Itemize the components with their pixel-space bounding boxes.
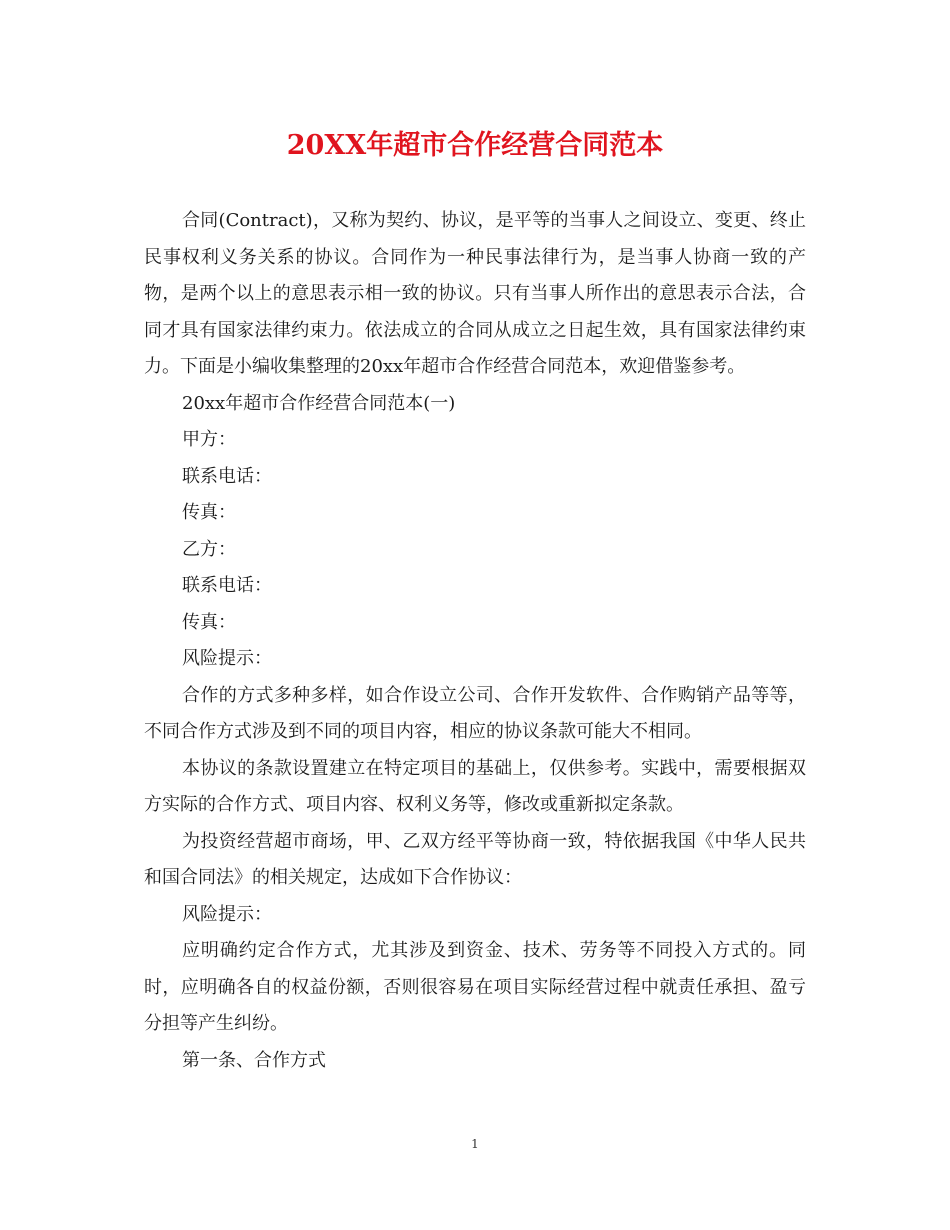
party-b-label: 乙方： <box>182 538 236 560</box>
risk-notice-paragraph: 合作的方式多种多样，如合作设立公司、合作开发软件、合作购销产品等等，不同合作方式涉及到不同的项目内容，相应的协议条款可能大不相同。 <box>144 684 806 742</box>
risk-notice-label: 风险提示： <box>182 903 272 925</box>
intro-paragraph: 合同(Contract)，又称为契约、协议，是平等的当事人之间设立、变更、终止民事权利义务关系的协议。合同作为一种民事法律行为，是当事人协商一致的产物，是两个以上的意思表示相一致的协议。只有当事人所作出的意思表示合法，合同才具有国家法律约束力。依法成立的合同从成立之日起生效，具有国家法律约束力。下面是小编收集整理的20xx年超市合作经营合同范本，欢迎借鉴参考。 <box>144 210 806 377</box>
agreement-intro-paragraph: 为投资经营超市商场，甲、乙双方经平等协商一致，特依据我国《中华人民共和国合同法》的相关规定，达成如下合作协议： <box>144 830 806 888</box>
clause-note-paragraph: 本协议的条款设置建立在特定项目的基础上，仅供参考。实践中，需要根据双方实际的合作方式、项目内容、权利义务等，修改或重新拟定条款。 <box>144 757 806 815</box>
page-number: 1 <box>471 1137 479 1151</box>
article-heading: 第一条、合作方式 <box>182 1049 326 1071</box>
party-a-label: 甲方： <box>182 429 236 450</box>
document-body <box>144 203 806 1079</box>
party-b-fax-label: 传真： <box>182 611 236 633</box>
risk-notice-label: 风险提示： <box>182 648 272 669</box>
risk-notice-paragraph: 应明确约定合作方式，尤其涉及到资金、技术、劳务等不同投入方式的。同时，应明确各自的权益份额，否则很容易在项目实际经营过程中就责任承担、盈亏分担等产生纠纷。 <box>144 940 806 1034</box>
document-title: 20XX年超市合作经营合同范本 <box>286 130 664 161</box>
party-a-fax-label: 传真： <box>182 502 236 523</box>
section-heading: 20xx年超市合作经营合同范本(一) <box>182 392 456 414</box>
party-a-phone-label: 联系电话： <box>182 465 272 487</box>
party-b-phone-label: 联系电话： <box>182 575 272 596</box>
